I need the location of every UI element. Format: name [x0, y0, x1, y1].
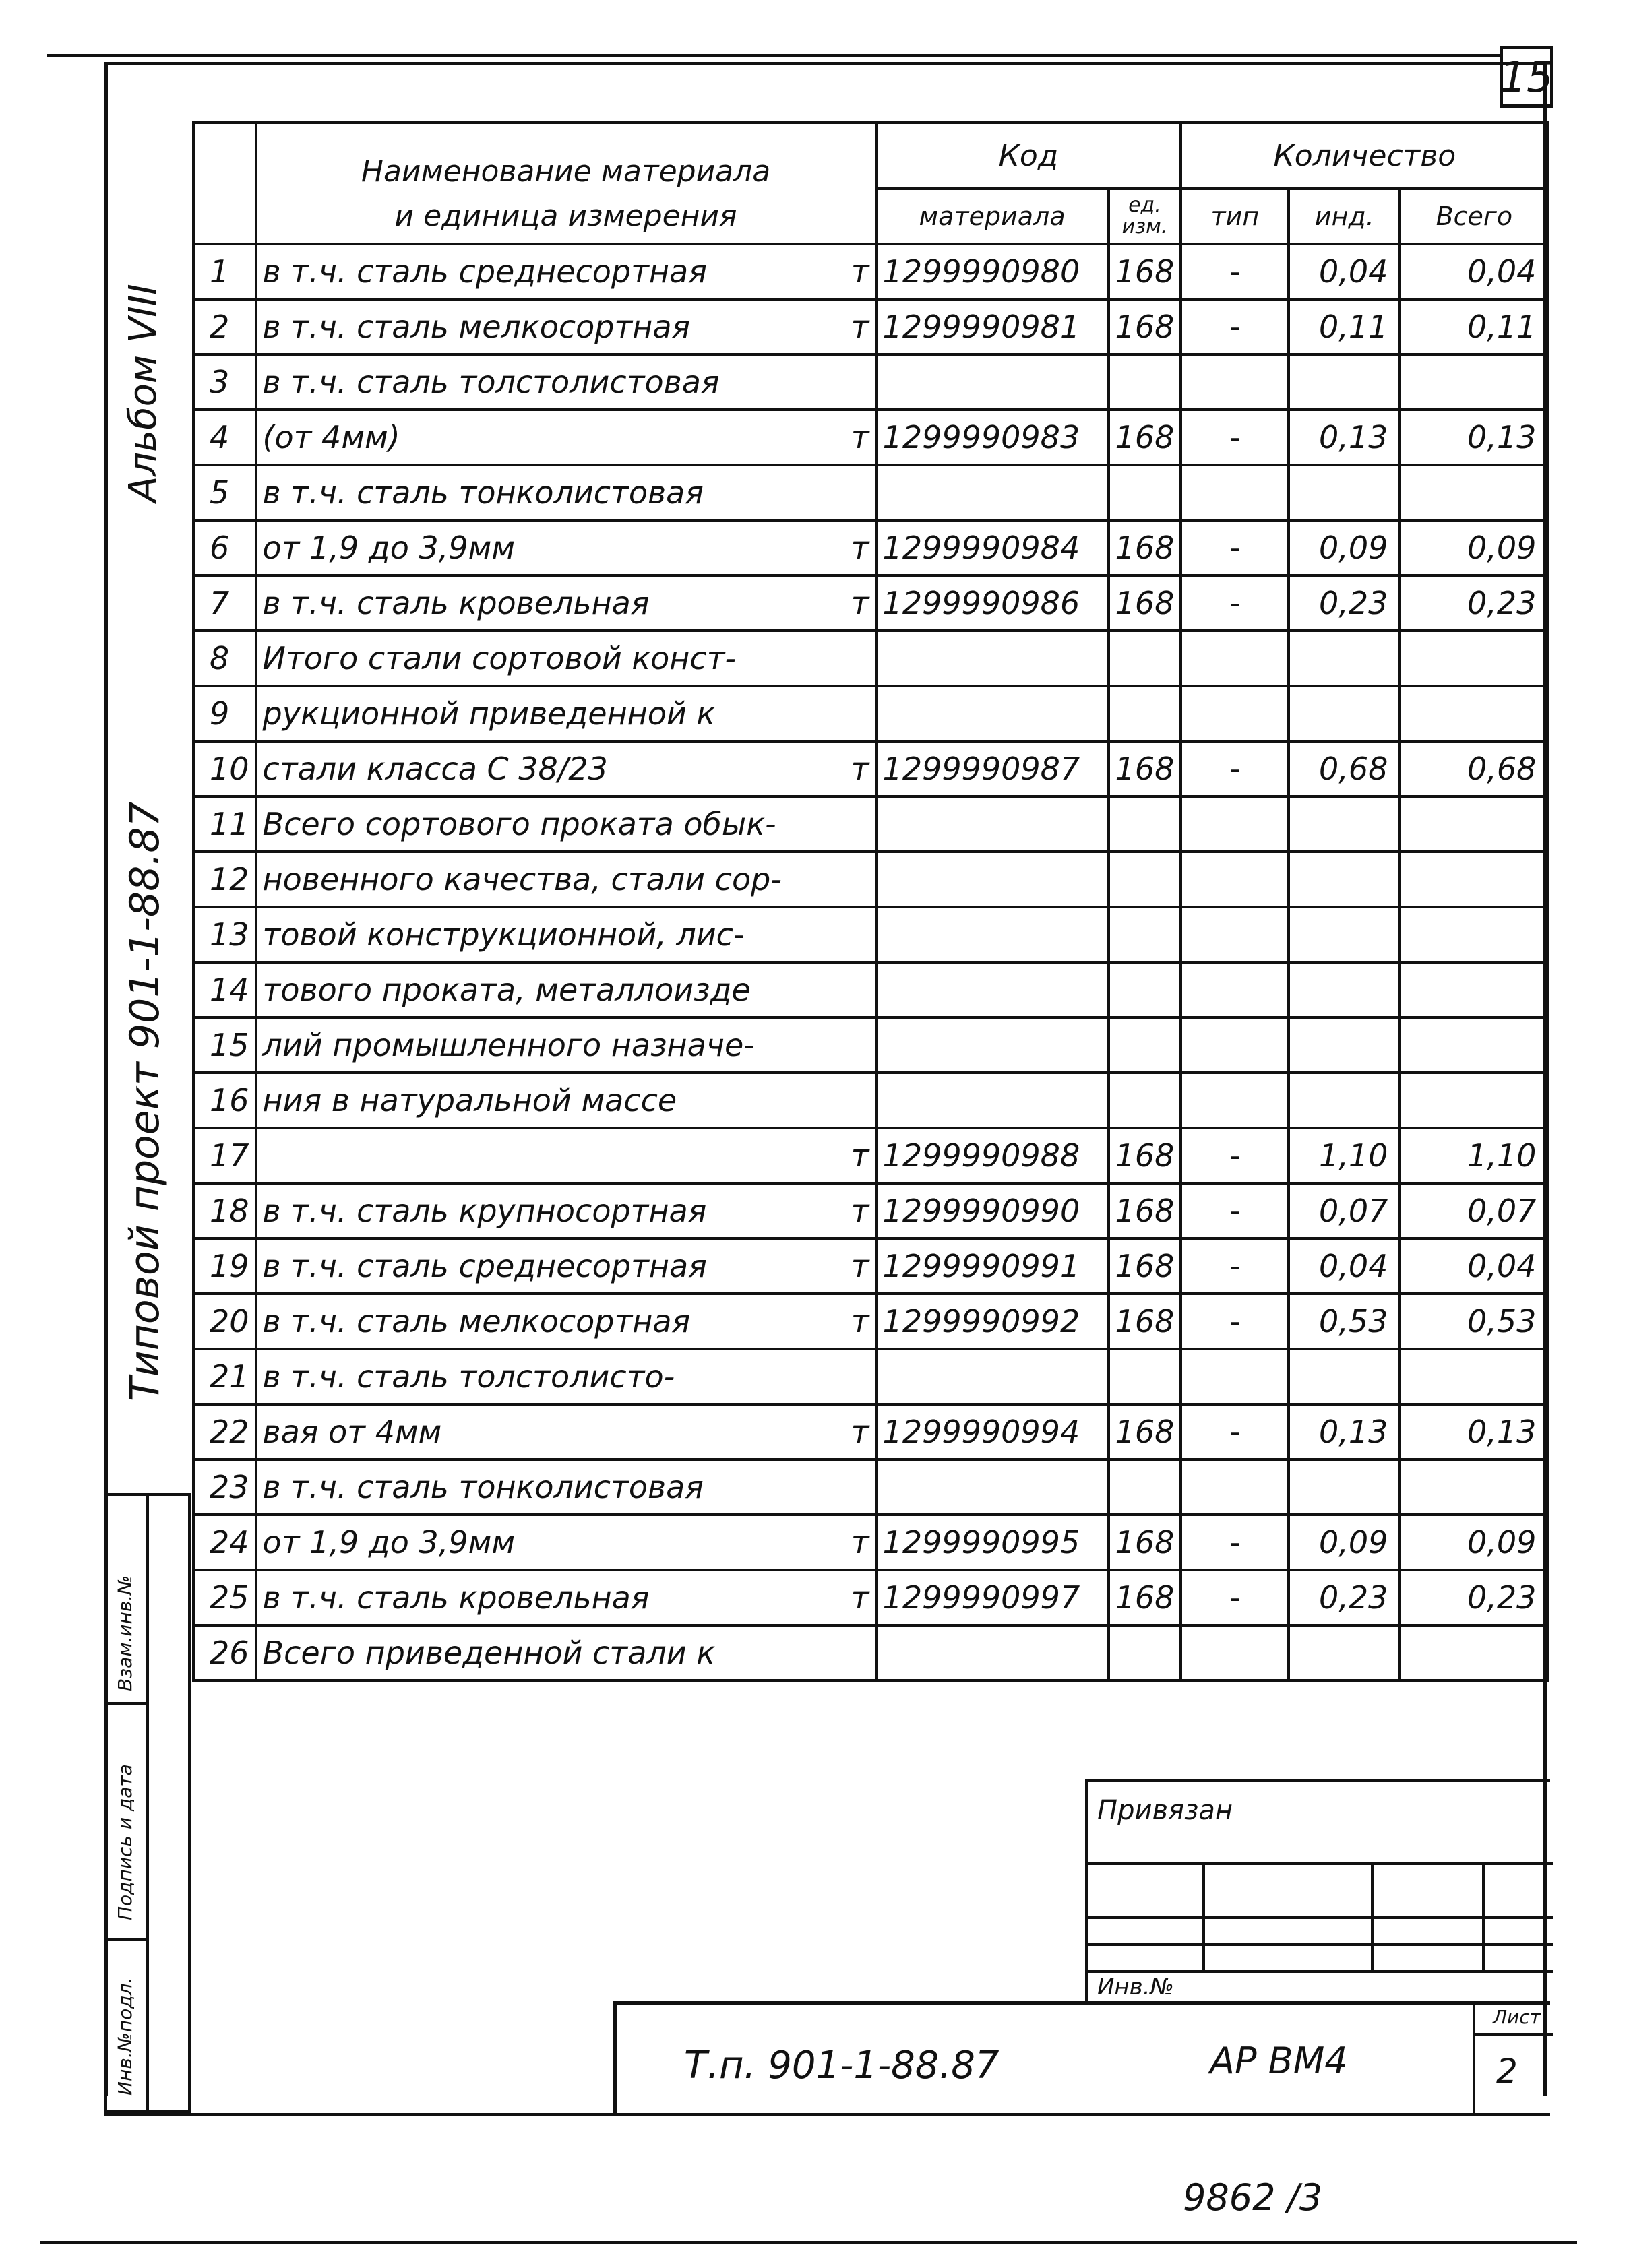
row-qty-ind: [1289, 1017, 1400, 1073]
row-name-text: стали класса С 38/23: [262, 751, 608, 787]
row-unit-code: [1109, 1073, 1181, 1128]
row-code: [876, 631, 1109, 686]
row-unit-code: 168: [1109, 1570, 1181, 1625]
row-qty-total: [1400, 354, 1548, 410]
row-qty-total: [1400, 796, 1548, 852]
row-qty-type: -: [1181, 1515, 1289, 1570]
row-qty-total: [1400, 852, 1548, 907]
row-qty-total: [1400, 465, 1548, 520]
row-code: [876, 962, 1109, 1017]
table-row: [193, 1294, 1548, 1349]
row-qty-type: -: [1181, 410, 1289, 465]
row-name: [256, 1515, 876, 1570]
row-qty-total: 0,09: [1400, 1515, 1548, 1570]
row-name-text: в т.ч. сталь мелкосортная: [262, 1303, 691, 1340]
table-row: [193, 520, 1548, 575]
row-qty-ind: [1289, 852, 1400, 907]
row-code: [876, 1625, 1109, 1680]
row-unit-code: [1109, 1017, 1181, 1073]
row-code: [876, 1017, 1109, 1073]
row-name: [256, 962, 876, 1017]
row-unit-code: [1109, 354, 1181, 410]
row-qty-type: -: [1181, 1570, 1289, 1625]
stamp-hrule: [1473, 2033, 1553, 2036]
row-number: 17: [193, 1128, 256, 1183]
row-number: 21: [193, 1349, 256, 1404]
row-name: [256, 631, 876, 686]
table-row: [193, 741, 1548, 796]
row-number: 12: [193, 852, 256, 907]
stamp-vrule: [1473, 2005, 1475, 2116]
row-qty-ind: 0,11: [1289, 299, 1400, 354]
table-row: [193, 244, 1548, 299]
row-qty-ind: [1289, 354, 1400, 410]
row-unit-code: 168: [1109, 1128, 1181, 1183]
table-row: [193, 1570, 1548, 1625]
top-scan-line: [47, 54, 1503, 57]
approval-strip: [104, 1493, 191, 2113]
row-code: [876, 1073, 1109, 1128]
header-code-unit: ед. изм.: [1109, 189, 1181, 244]
stamp-bottom-rule: [104, 2113, 1550, 2116]
row-unit: т: [851, 1524, 869, 1561]
row-qty-type: [1181, 1349, 1289, 1404]
row-number: 15: [193, 1017, 256, 1073]
row-qty-total: 0,68: [1400, 741, 1548, 796]
binding-vrule-2: [1371, 1862, 1374, 1970]
row-qty-type: [1181, 907, 1289, 962]
row-code: 1299990995: [876, 1515, 1109, 1570]
row-number: 23: [193, 1459, 256, 1515]
row-number: 16: [193, 1073, 256, 1128]
strip-label-replace: Взам.инв.№: [114, 1575, 136, 1691]
row-qty-total: [1400, 1625, 1548, 1680]
row-qty-type: -: [1181, 741, 1289, 796]
table-row: [193, 465, 1548, 520]
table-row: [193, 962, 1548, 1017]
row-unit-code: [1109, 465, 1181, 520]
row-qty-ind: 0,09: [1289, 1515, 1400, 1570]
material-spec-table: [192, 121, 1549, 1682]
row-code: 1299990991: [876, 1238, 1109, 1294]
row-unit-code: [1109, 686, 1181, 741]
row-name: [256, 1238, 876, 1294]
row-name: [256, 299, 876, 354]
row-qty-ind: 1,10: [1289, 1128, 1400, 1183]
binding-block: [1085, 1779, 1550, 2001]
row-qty-type: [1181, 354, 1289, 410]
row-code: 1299990994: [876, 1404, 1109, 1459]
row-name: [256, 1570, 876, 1625]
row-qty-total: 0,11: [1400, 299, 1548, 354]
header-qty: Количество: [1181, 123, 1548, 189]
sheet-number: 15: [1500, 46, 1553, 108]
row-name-text: вая от 4мм: [262, 1414, 442, 1450]
row-code: [876, 686, 1109, 741]
row-qty-ind: 0,23: [1289, 575, 1400, 631]
table-row: [193, 354, 1548, 410]
row-qty-type: [1181, 1459, 1289, 1515]
row-unit-code: 168: [1109, 1183, 1181, 1238]
row-code: [876, 465, 1109, 520]
row-qty-type: [1181, 1017, 1289, 1073]
row-qty-ind: [1289, 1459, 1400, 1515]
row-number: 22: [193, 1404, 256, 1459]
row-code: 1299990987: [876, 741, 1109, 796]
row-name-text: в т.ч. сталь тонколистовая: [262, 1469, 704, 1505]
row-code: [876, 354, 1109, 410]
header-qty-total: Всего: [1400, 189, 1548, 244]
row-name-text: от 1,9 до 3,9мм: [262, 1524, 516, 1561]
row-qty-ind: 0,53: [1289, 1294, 1400, 1349]
row-name-text: от 1,9 до 3,9мм: [262, 530, 516, 566]
row-name: [256, 907, 876, 962]
row-qty-ind: 0,68: [1289, 741, 1400, 796]
row-code: 1299990984: [876, 520, 1109, 575]
row-name: [256, 741, 876, 796]
row-number: 24: [193, 1515, 256, 1570]
row-unit: т: [851, 751, 869, 787]
row-code: 1299990992: [876, 1294, 1109, 1349]
row-qty-ind: 0,23: [1289, 1570, 1400, 1625]
row-number: 6: [193, 520, 256, 575]
row-name: [256, 1017, 876, 1073]
row-qty-ind: [1289, 962, 1400, 1017]
row-qty-ind: [1289, 686, 1400, 741]
stamp-mark: АР ВМ4: [1210, 2040, 1348, 2082]
row-code: [876, 796, 1109, 852]
row-unit: т: [851, 253, 869, 290]
row-qty-type: -: [1181, 1238, 1289, 1294]
table-row: [193, 1017, 1548, 1073]
row-name-text: Всего сортового проката обык-: [262, 806, 776, 842]
row-unit-code: 168: [1109, 741, 1181, 796]
row-name: [256, 1349, 876, 1404]
row-unit-code: [1109, 852, 1181, 907]
row-name-text: в т.ч. сталь среднесортная: [262, 253, 707, 290]
row-qty-ind: 0,09: [1289, 520, 1400, 575]
row-unit: т: [851, 1414, 869, 1450]
archive-number: 9862 /3: [1183, 2176, 1323, 2219]
row-qty-total: 0,13: [1400, 410, 1548, 465]
row-name-text: Итого стали сортовой конст-: [262, 640, 737, 676]
row-qty-total: 0,04: [1400, 244, 1548, 299]
row-unit-code: [1109, 631, 1181, 686]
row-unit: т: [851, 1193, 869, 1229]
row-unit-code: 168: [1109, 299, 1181, 354]
row-unit: т: [851, 419, 869, 455]
row-number: 19: [193, 1238, 256, 1294]
row-name: [256, 465, 876, 520]
row-number: 1: [193, 244, 256, 299]
stamp-sheet-label: Лист: [1493, 2006, 1541, 2028]
binding-rule-4: [1088, 1970, 1553, 1973]
header-code: Код: [876, 123, 1181, 189]
row-name-text: в т.ч. сталь крупносортная: [262, 1193, 707, 1229]
row-name-text: в т.ч. сталь кровельная: [262, 1579, 650, 1616]
row-qty-total: [1400, 962, 1548, 1017]
table-row: [193, 907, 1548, 962]
row-name: [256, 1459, 876, 1515]
row-name-text: в т.ч. сталь мелкосортная: [262, 309, 691, 345]
table-row: [193, 299, 1548, 354]
row-qty-ind: [1289, 1349, 1400, 1404]
row-qty-type: [1181, 852, 1289, 907]
row-name: [256, 520, 876, 575]
row-qty-type: [1181, 465, 1289, 520]
row-unit-code: 168: [1109, 244, 1181, 299]
table-row: [193, 1459, 1548, 1515]
row-name-text: в т.ч. сталь кровельная: [262, 585, 650, 621]
row-number: 2: [193, 299, 256, 354]
row-name: [256, 686, 876, 741]
row-number: 3: [193, 354, 256, 410]
row-number: 25: [193, 1570, 256, 1625]
row-qty-type: -: [1181, 575, 1289, 631]
row-name: [256, 1404, 876, 1459]
row-unit-code: 168: [1109, 1238, 1181, 1294]
row-qty-total: 0,09: [1400, 520, 1548, 575]
row-qty-ind: [1289, 796, 1400, 852]
row-number: 4: [193, 410, 256, 465]
row-unit-code: 168: [1109, 575, 1181, 631]
row-unit: т: [851, 309, 869, 345]
row-qty-total: 0,04: [1400, 1238, 1548, 1294]
row-unit: т: [851, 1137, 869, 1174]
binding-inv-label: Инв.№: [1097, 1974, 1174, 2001]
row-qty-ind: [1289, 907, 1400, 962]
row-name-text: в т.ч. сталь среднесортная: [262, 1248, 707, 1284]
row-unit-code: 168: [1109, 1294, 1181, 1349]
row-number: 20: [193, 1294, 256, 1349]
bottom-scan-line: [40, 2241, 1577, 2244]
row-qty-type: -: [1181, 244, 1289, 299]
row-number: 9: [193, 686, 256, 741]
row-qty-total: 0,23: [1400, 575, 1548, 631]
table-row: [193, 1349, 1548, 1404]
row-unit: т: [851, 585, 869, 621]
row-code: [876, 907, 1109, 962]
row-unit: т: [851, 1248, 869, 1284]
row-qty-total: 0,13: [1400, 1404, 1548, 1459]
row-name: [256, 575, 876, 631]
row-qty-type: -: [1181, 1183, 1289, 1238]
row-qty-total: [1400, 686, 1548, 741]
row-name-text: в т.ч. сталь толстолистовая: [262, 364, 720, 400]
row-qty-total: 0,53: [1400, 1294, 1548, 1349]
row-unit: т: [851, 1579, 869, 1616]
row-number: 7: [193, 575, 256, 631]
row-qty-ind: 0,07: [1289, 1183, 1400, 1238]
row-qty-ind: 0,04: [1289, 1238, 1400, 1294]
header-code-material: материала: [876, 189, 1109, 244]
table-row: [193, 796, 1548, 852]
row-qty-total: [1400, 907, 1548, 962]
row-code: 1299990980: [876, 244, 1109, 299]
row-qty-ind: 0,04: [1289, 244, 1400, 299]
binding-vrule-3: [1482, 1862, 1485, 1970]
table-row: [193, 1073, 1548, 1128]
row-name-text: в т.ч. сталь тонколистовая: [262, 474, 704, 511]
row-unit-code: [1109, 796, 1181, 852]
row-number: 26: [193, 1625, 256, 1680]
row-qty-ind: 0,13: [1289, 410, 1400, 465]
row-code: 1299990983: [876, 410, 1109, 465]
row-name: [256, 852, 876, 907]
row-name-text: новенного качества, стали сор-: [262, 861, 782, 897]
row-unit-code: [1109, 1459, 1181, 1515]
row-name-text: тового проката, металлоизде: [262, 972, 751, 1008]
row-name: [256, 1294, 876, 1349]
row-name: [256, 796, 876, 852]
row-number: 18: [193, 1183, 256, 1238]
row-number: 11: [193, 796, 256, 852]
row-number: 10: [193, 741, 256, 796]
row-qty-total: 0,23: [1400, 1570, 1548, 1625]
table-row: [193, 1625, 1548, 1680]
row-code: 1299990981: [876, 299, 1109, 354]
row-qty-total: 1,10: [1400, 1128, 1548, 1183]
row-unit-code: [1109, 962, 1181, 1017]
row-qty-ind: 0,13: [1289, 1404, 1400, 1459]
row-qty-total: [1400, 631, 1548, 686]
header-name-line1: Наименование материала: [256, 123, 876, 189]
row-name: [256, 244, 876, 299]
row-qty-total: [1400, 1459, 1548, 1515]
row-number: 14: [193, 962, 256, 1017]
row-qty-total: 0,07: [1400, 1183, 1548, 1238]
row-unit-code: 168: [1109, 1404, 1181, 1459]
row-name-text: лий промышленного назначе-: [262, 1027, 755, 1063]
row-name-text: Всего приведенной стали к: [262, 1635, 716, 1671]
row-code: 1299990986: [876, 575, 1109, 631]
row-qty-type: -: [1181, 520, 1289, 575]
table-row: [193, 631, 1548, 686]
row-code: [876, 852, 1109, 907]
row-qty-ind: [1289, 631, 1400, 686]
table-row: [193, 1183, 1548, 1238]
row-code: 1299990990: [876, 1183, 1109, 1238]
row-name: [256, 410, 876, 465]
row-unit-code: 168: [1109, 1515, 1181, 1570]
row-number: 8: [193, 631, 256, 686]
row-qty-total: [1400, 1349, 1548, 1404]
binding-vrule-1: [1202, 1862, 1205, 1970]
row-number: 13: [193, 907, 256, 962]
row-number: 5: [193, 465, 256, 520]
stamp-designation: Т.п. 901-1-88.87: [684, 2044, 999, 2087]
row-qty-ind: [1289, 465, 1400, 520]
row-qty-type: [1181, 631, 1289, 686]
row-name-text: (от 4мм): [262, 419, 400, 455]
row-qty-type: [1181, 686, 1289, 741]
table-row: [193, 1128, 1548, 1183]
row-unit: т: [851, 1303, 869, 1340]
row-qty-ind: [1289, 1073, 1400, 1128]
header-qty-ind: инд.: [1289, 189, 1400, 244]
row-name: [256, 1073, 876, 1128]
row-unit-code: [1109, 907, 1181, 962]
row-code: 1299990988: [876, 1128, 1109, 1183]
row-name-text: рукционной приведенной к: [262, 695, 716, 732]
row-qty-total: [1400, 1017, 1548, 1073]
binding-title: Привязан: [1097, 1795, 1233, 1826]
strip-label-inv: Инв.№подл.: [114, 1977, 136, 2096]
row-code: [876, 1349, 1109, 1404]
header-qty-type: тип: [1181, 189, 1289, 244]
row-name: [256, 1183, 876, 1238]
row-name-text: ния в натуральной массе: [262, 1082, 677, 1119]
table-row: [193, 1515, 1548, 1570]
row-unit: т: [851, 530, 869, 566]
row-name-text: товой конструкционной, лис-: [262, 916, 745, 953]
stamp-sheet-number: 2: [1496, 2052, 1518, 2091]
row-qty-type: -: [1181, 1294, 1289, 1349]
row-unit-code: 168: [1109, 520, 1181, 575]
strip-label-sign: Подпись и дата: [114, 1764, 136, 1920]
table-row: [193, 852, 1548, 907]
title-stamp: [613, 2001, 1550, 2113]
row-qty-type: -: [1181, 1404, 1289, 1459]
table-row: [193, 1404, 1548, 1459]
album-label: Альбом VIII: [121, 284, 165, 502]
table-row: [193, 575, 1548, 631]
row-qty-type: [1181, 1625, 1289, 1680]
row-qty-ind: [1289, 1625, 1400, 1680]
row-qty-type: [1181, 1073, 1289, 1128]
table-row: [193, 1238, 1548, 1294]
row-unit-code: [1109, 1349, 1181, 1404]
row-unit-code: 168: [1109, 410, 1181, 465]
row-qty-type: -: [1181, 299, 1289, 354]
row-name: [256, 354, 876, 410]
header-number-col: [193, 123, 256, 244]
row-code: [876, 1459, 1109, 1515]
row-qty-type: [1181, 962, 1289, 1017]
row-code: 1299990997: [876, 1570, 1109, 1625]
row-name-text: в т.ч. сталь толстолисто-: [262, 1358, 675, 1395]
header-name-line2: и единица измерения: [256, 189, 876, 244]
row-name: [256, 1625, 876, 1680]
project-label: Типовой проект 901-1-88.87: [121, 801, 168, 1401]
row-name: [256, 1128, 876, 1183]
row-qty-total: [1400, 1073, 1548, 1128]
table-row: [193, 410, 1548, 465]
row-unit-code: [1109, 1625, 1181, 1680]
row-qty-type: -: [1181, 1128, 1289, 1183]
row-qty-type: [1181, 796, 1289, 852]
table-row: [193, 686, 1548, 741]
